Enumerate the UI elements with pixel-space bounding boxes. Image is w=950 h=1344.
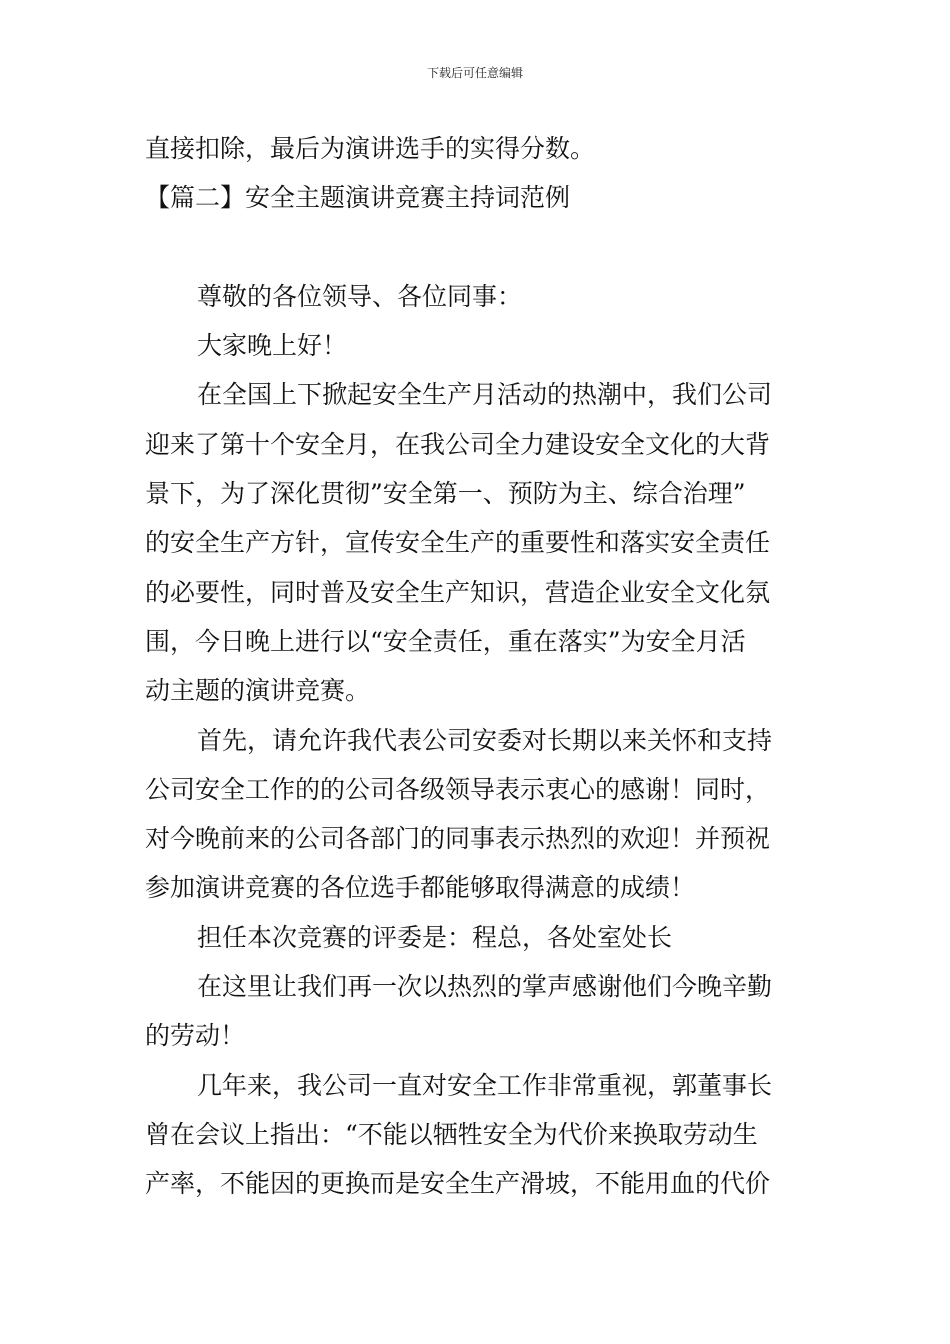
text-line: 的劳动！ [145,1021,246,1051]
salutation: 尊敬的各位领导、各位同事： [197,281,523,311]
text-line: 直接扣除，最后为演讲选手的实得分数。 [145,134,596,163]
text-line: 在这里让我们再一次以热烈的掌声感谢他们今晚辛勤 [197,972,773,1002]
text-line: 产率，不能因的更换而是安全生产滑坡，不能用血的代价 [145,1169,771,1199]
text-line: 对今晚前来的公司各部门的同事表示热烈的欢迎！并预祝 [145,824,771,854]
text-line: 首先，请允许我代表公司安委对长期以来关怀和支持 [197,725,773,755]
document-body [145,124,807,1209]
text-line: 几年来，我公司一直对安全工作非常重视，郭董事长 [197,1070,773,1100]
text-line: 的安全生产方针，宣传安全生产的重要性和落实安全责任 [145,528,771,558]
text-line: 曾在会议上指出：“不能以牺牲安全为代价来换取劳动生 [145,1119,758,1149]
text-line: 景下，为了深化贯彻”安全第一、预防为主、综合治理” [145,479,746,509]
text-line: 迎来了第十个安全月，在我公司全力建设安全文化的大背 [145,429,771,459]
page-header-note: 下载后可任意编辑 [426,66,523,80]
text-line: 参加演讲竞赛的各位选手都能够取得满意的成绩！ [145,873,696,903]
text-line: 担任本次竞赛的评委是：程总，各处室处长 [197,922,673,952]
blank-line [145,223,807,272]
text-line: 动主题的演讲竞赛。 [145,676,371,706]
text-line: 公司安全工作的的公司各级领导表示衷心的感谢！同时， [145,774,771,804]
text-line: 围，今日晚上进行以“安全责任，重在落实”为安全月活 [145,626,746,656]
section-heading: 【篇二】安全主题演讲竞赛主持词范例 [145,183,571,213]
text-line: 的必要性，同时普及安全生产知识，营造企业安全文化氛 [145,577,771,607]
text-line: 在全国上下掀起安全生产月活动的热潮中，我们公司 [197,380,773,410]
greeting: 大家晚上好！ [197,331,348,361]
